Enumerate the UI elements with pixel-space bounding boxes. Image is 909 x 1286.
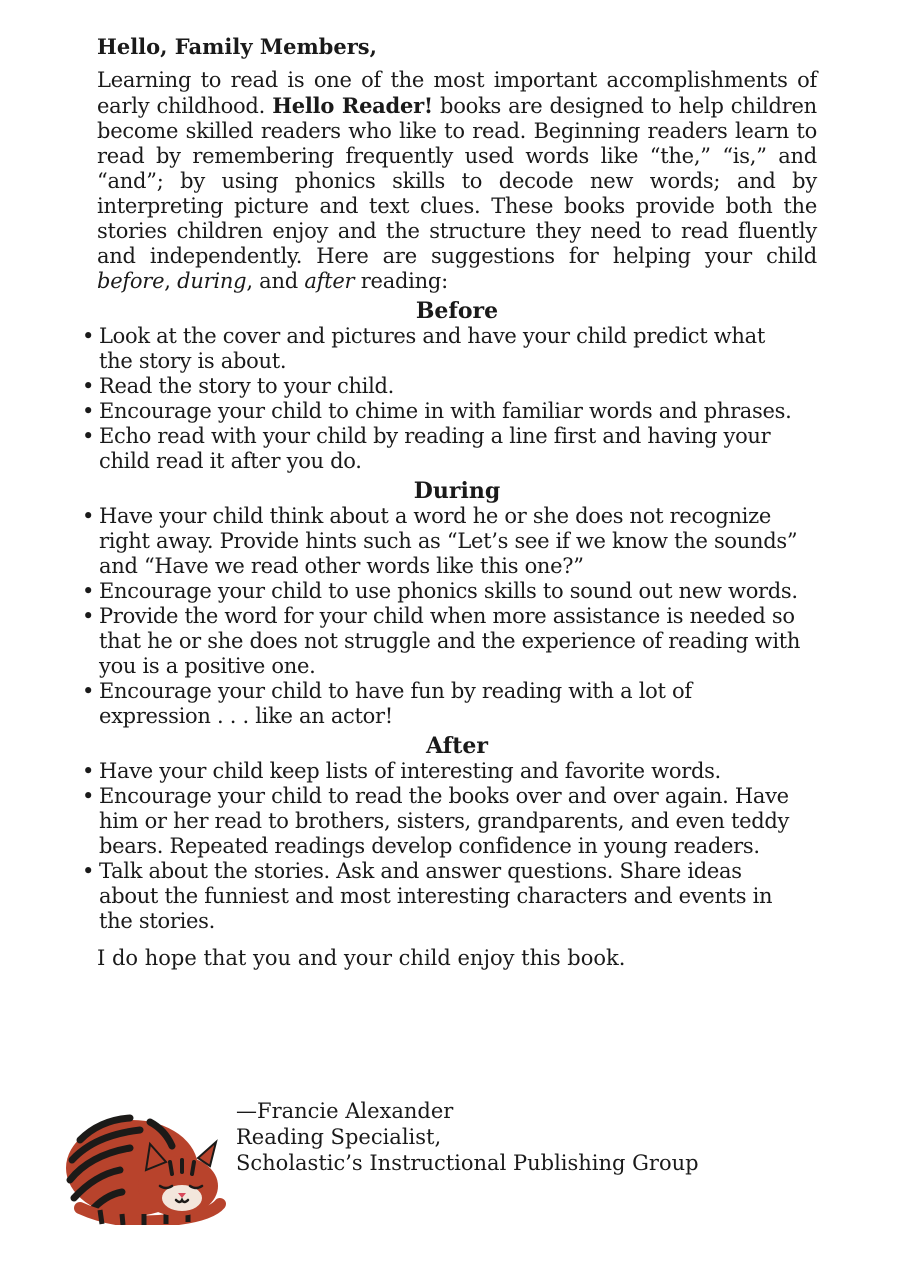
section-title-after: After (426, 733, 488, 759)
list-item: • Talk about the stories. Ask and answer questions. Share ideas about the funniest and most interesting characters and events in the stories. (82, 859, 804, 934)
list-item: • Read the story to your child. (82, 374, 804, 399)
intro-body: books are designed to help children become skilled readers who like to read. Beginning readers learn to read by remembering frequently used words like “the,” “is,” and “and”; by using phonics skills to decode new words; and by interpreting picture and text clues. These books provide both the stories children enjoy and the structure they need to read fluently and independently. Here are suggestions for helping your child (97, 94, 817, 268)
brand-name: Hello Reader! (272, 93, 433, 118)
signature-title: Reading Specialist, (236, 1125, 442, 1149)
section-title-during: During (413, 478, 501, 504)
intro-lead: Learning to read is one of the most important accomplishments of early childhood. (97, 68, 817, 118)
list-item: • Echo read with your child by reading a line first and having your child read it after you do. (82, 424, 804, 474)
intro-sep: , and (246, 269, 305, 293)
list-item: • Have your child think about a word he or she does not recognize right away. Provide hints such as “Let’s see if we know the sounds” and “Have we read other words like this one?” (82, 504, 804, 579)
list-item: • Encourage your child to chime in with familiar words and phrases. (82, 399, 804, 424)
during-tips-list (82, 504, 817, 729)
greeting: Hello, Family Members, (97, 34, 377, 59)
list-item: • Provide the word for your child when more assistance is needed so that he or she does not struggle and the experience of reading with you is a positive one. (82, 604, 804, 679)
signature-block (236, 1098, 699, 1176)
list-item: • Encourage your child to have fun by reading with a lot of expression . . . like an actor! (82, 679, 804, 729)
signature-org: Scholastic’s Instructional Publishing Group (236, 1151, 699, 1175)
after-tips-list (82, 759, 817, 934)
list-item: • Have your child keep lists of interesting and favorite words. (82, 759, 804, 784)
intro-sep: , (164, 269, 178, 293)
signature-name: —Francie Alexander (236, 1099, 454, 1123)
family-letter (97, 34, 817, 971)
before-tips-list (82, 324, 817, 474)
list-item: • Encourage your child to read the books over and over again. Have him or her read to brothers, sisters, grandparents, and even teddy bears. Repeated readings develop confidence in young readers. (82, 784, 804, 859)
intro-paragraph (97, 68, 817, 294)
word-during: during (177, 269, 247, 293)
word-before: before (97, 269, 165, 293)
sleeping-tabby-cat-icon (60, 1100, 230, 1225)
word-after: after (304, 269, 355, 293)
section-title-before: Before (415, 298, 499, 324)
list-item: • Look at the cover and pictures and have your child predict what the story is about. (82, 324, 804, 374)
closing-line: I do hope that you and your child enjoy this book. (97, 946, 626, 970)
list-item: • Encourage your child to use phonics skills to sound out new words. (82, 579, 804, 604)
intro-end: reading: (354, 269, 448, 293)
